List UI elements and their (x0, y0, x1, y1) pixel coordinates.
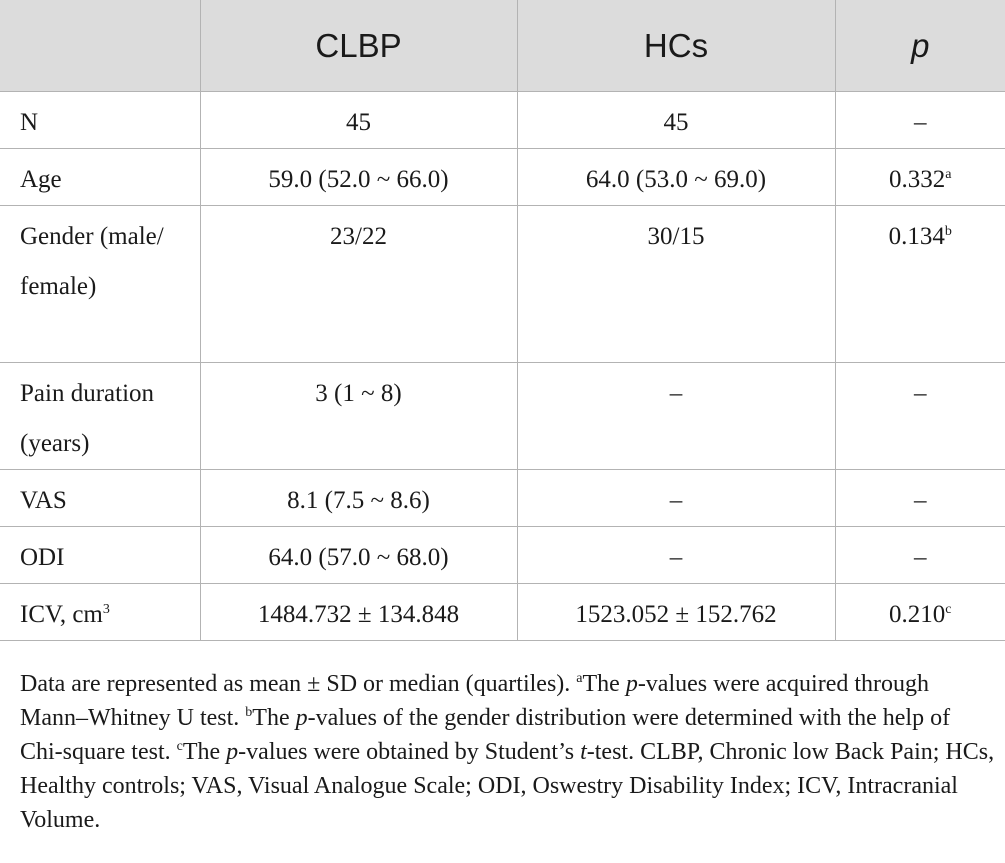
table-header (0, 0, 1005, 92)
header-p: p (835, 0, 1005, 92)
p-cell (835, 92, 1005, 149)
p-cell (835, 584, 1005, 641)
row-label: N (0, 92, 200, 149)
row-label: Gender (male/ female) (0, 206, 200, 363)
row-label: ODI (0, 527, 200, 584)
table-row (0, 206, 1005, 363)
row-label: ICV, cm (20, 601, 103, 628)
p-superscript: c (945, 602, 952, 617)
hcs-cell: – (517, 470, 835, 527)
hcs-cell: 45 (517, 92, 835, 149)
footnote-superscript: a (576, 671, 583, 686)
table-row (0, 527, 1005, 584)
hcs-cell: 1523.052 ± 152.762 (517, 584, 835, 641)
p-value: 0.210 (889, 601, 946, 628)
footnote-text: The (182, 739, 227, 765)
clbp-cell: 8.1 (7.5 ~ 8.6) (200, 470, 517, 527)
p-cell (835, 527, 1005, 584)
footnote-italic: t (580, 739, 587, 765)
clbp-cell: 59.0 (52.0 ~ 66.0) (200, 149, 517, 206)
row-label: Pain duration (years) (0, 363, 200, 470)
table-row (0, 470, 1005, 527)
p-value: – (914, 109, 927, 136)
hcs-cell: 64.0 (53.0 ~ 69.0) (517, 149, 835, 206)
row-label: VAS (0, 470, 200, 527)
footnote-text: -values were acquired through Mann–Whitney U test. (20, 671, 930, 731)
p-cell (835, 206, 1005, 363)
p-value: 0.134 (888, 223, 945, 250)
hcs-cell: 30/15 (517, 206, 835, 363)
footnote-italic: p (295, 705, 308, 731)
footnote-text: -values of the gender distribution were determined with the help of Chi-square test. (20, 705, 951, 765)
clbp-cell: 64.0 (57.0 ~ 68.0) (200, 527, 517, 584)
header-empty (0, 0, 200, 92)
hcs-cell: – (517, 363, 835, 470)
footnote-italic: p (226, 739, 239, 765)
footnote-italic: p (625, 671, 638, 697)
footnote-text: -test. CLBP, Chronic low Back Pain; HCs, Healthy controls; VAS, Visual Analogue Scale; ODI, Oswestry Disability Index; ICV, Intracranial Volume. (20, 739, 995, 833)
clbp-cell: 3 (1 ~ 8) (200, 363, 517, 470)
row-label-cell (0, 584, 200, 641)
p-superscript: b (944, 224, 952, 239)
p-value: – (914, 380, 927, 407)
footnote-superscript: b (245, 705, 253, 720)
row-label: Age (0, 149, 200, 206)
header-clbp: CLBP (200, 0, 517, 92)
p-cell (835, 149, 1005, 206)
p-value: – (914, 544, 927, 571)
header-hcs: HCs (517, 0, 835, 92)
label-superscript: 3 (102, 602, 110, 617)
footnote-text: Data are represented as mean ± SD or median (quartiles). (20, 671, 577, 697)
table-footnote (0, 641, 1005, 837)
footnote-text: The (252, 705, 296, 731)
footnote-superscript: c (176, 739, 183, 754)
p-value: – (914, 487, 927, 514)
clbp-cell: 45 (200, 92, 517, 149)
table-row (0, 149, 1005, 206)
p-cell (835, 363, 1005, 470)
hcs-cell: – (517, 527, 835, 584)
p-superscript: a (945, 167, 952, 182)
table-row (0, 584, 1005, 641)
footnote-text: The (582, 671, 626, 697)
p-cell (835, 470, 1005, 527)
table-row (0, 363, 1005, 470)
clbp-cell: 23/22 (200, 206, 517, 363)
footnote-text: -values were obtained by Student’s (238, 739, 581, 765)
table-row (0, 92, 1005, 149)
clbp-cell: 1484.732 ± 134.848 (200, 584, 517, 641)
p-value: 0.332 (889, 166, 946, 193)
